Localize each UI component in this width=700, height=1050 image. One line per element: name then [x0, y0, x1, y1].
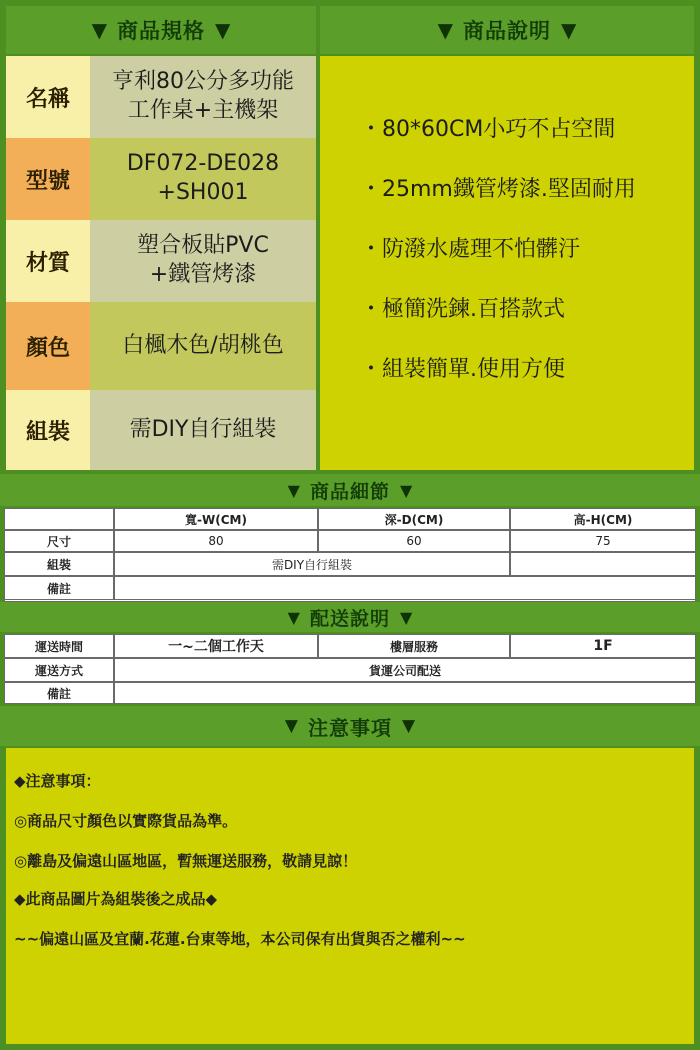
spec-label-color: 顏色 [6, 302, 90, 390]
spec-label-model: 型號 [6, 138, 90, 220]
spec-label-assembly: 組裝 [6, 390, 90, 470]
triangle-down-icon: ▼ [284, 716, 298, 736]
desc-header-title: 商品說明 [463, 19, 551, 43]
spec-value-line: DF072-DE028 [126, 151, 280, 177]
notice-line: ~~偏遠山區及宜蘭.花蓮.台東等地，本公司保有出貨與否之權利~~ [14, 930, 466, 948]
desc-item: ・25mm鐵管烤漆.堅固耐用 [360, 177, 636, 202]
notice-line: ◎商品尺寸顏色以實際貨品為準。 [14, 812, 238, 830]
notice-line: ◆此商品圖片為組裝後之成品◆ [14, 890, 218, 908]
triangle-down-icon: ▼ [215, 18, 231, 42]
spec-label-name: 名稱 [6, 56, 90, 138]
spec-value-assembly [90, 390, 316, 470]
floor-service-value: 1F [510, 634, 696, 658]
row-label-assembly: 組裝 [4, 552, 114, 576]
row-label-note: 備註 [4, 576, 114, 600]
notice-line: ◆注意事項： [14, 772, 101, 790]
spec-value-line: 需DIY自行組裝 [129, 416, 277, 442]
shipping-header-title: 配送說明 [309, 607, 390, 630]
row-label-floor-service: 樓層服務 [318, 634, 510, 658]
desc-item: ・80*60CM小巧不占空間 [360, 117, 616, 142]
desc-header [320, 6, 694, 54]
triangle-down-icon: ▼ [400, 480, 413, 500]
row-label-shipping-time: 運送時間 [4, 634, 114, 658]
spec-value-line: +鐵管烤漆 [149, 262, 257, 287]
size-depth-value: 60 [318, 530, 510, 552]
column-header-height: 高-H(CM) [510, 508, 696, 530]
spec-value-model [90, 138, 316, 220]
spec-value-line: 白楓木色/胡桃色 [122, 332, 284, 358]
triangle-down-icon: ▼ [400, 607, 413, 627]
detail-header [0, 474, 700, 506]
triangle-down-icon: ▼ [437, 18, 453, 42]
spec-header [6, 6, 316, 54]
row-label-shipping-method: 運送方式 [4, 658, 114, 682]
spec-label-material: 材質 [6, 220, 90, 302]
spec-value-line: 亨利80公分多功能 [112, 69, 294, 95]
assembly-value: 需DIY自行組裝 [114, 552, 510, 576]
spec-value-material [90, 220, 316, 302]
triangle-down-icon: ▼ [91, 18, 107, 42]
shipping-note-value [114, 682, 696, 704]
row-label-size: 尺寸 [4, 530, 114, 552]
spec-value-line: 塑合板貼PVC [137, 233, 269, 259]
detail-header-title: 商品細節 [309, 480, 390, 503]
spec-header-title: 商品規格 [117, 19, 205, 43]
row-label-shipping-note: 備註 [4, 682, 114, 704]
spec-value-line: 工作桌+主機架 [127, 98, 279, 123]
triangle-down-icon: ▼ [287, 480, 300, 500]
shipping-method-value: 貨運公司配送 [114, 658, 696, 682]
column-header-width: 寬-W(CM) [114, 508, 318, 530]
column-header-depth: 深-D(CM) [318, 508, 510, 530]
notice-header-title: 注意事項 [308, 715, 392, 740]
desc-item: ・組裝簡單.使用方便 [360, 357, 565, 382]
note-value [114, 576, 696, 600]
shipping-header [0, 602, 700, 632]
size-width-value: 80 [114, 530, 318, 552]
desc-item: ・極簡洗鍊.百搭款式 [360, 297, 565, 322]
triangle-down-icon: ▼ [561, 18, 577, 42]
triangle-down-icon: ▼ [287, 607, 300, 627]
desc-item: ・防潑水處理不怕髒汙 [360, 237, 581, 262]
notice-line: ◎離島及偏遠山區地區，暫無運送服務，敬請見諒！ [14, 852, 358, 870]
assembly-extra-cell [510, 552, 696, 576]
notice-header [0, 706, 700, 746]
table-header-empty [4, 508, 114, 530]
spec-value-line: +SH001 [157, 180, 249, 205]
triangle-down-icon: ▼ [402, 716, 416, 736]
size-height-value: 75 [510, 530, 696, 552]
spec-value-color [90, 302, 316, 390]
spec-value-name [90, 56, 316, 138]
shipping-time-value: 一~二個工作天 [114, 634, 318, 658]
